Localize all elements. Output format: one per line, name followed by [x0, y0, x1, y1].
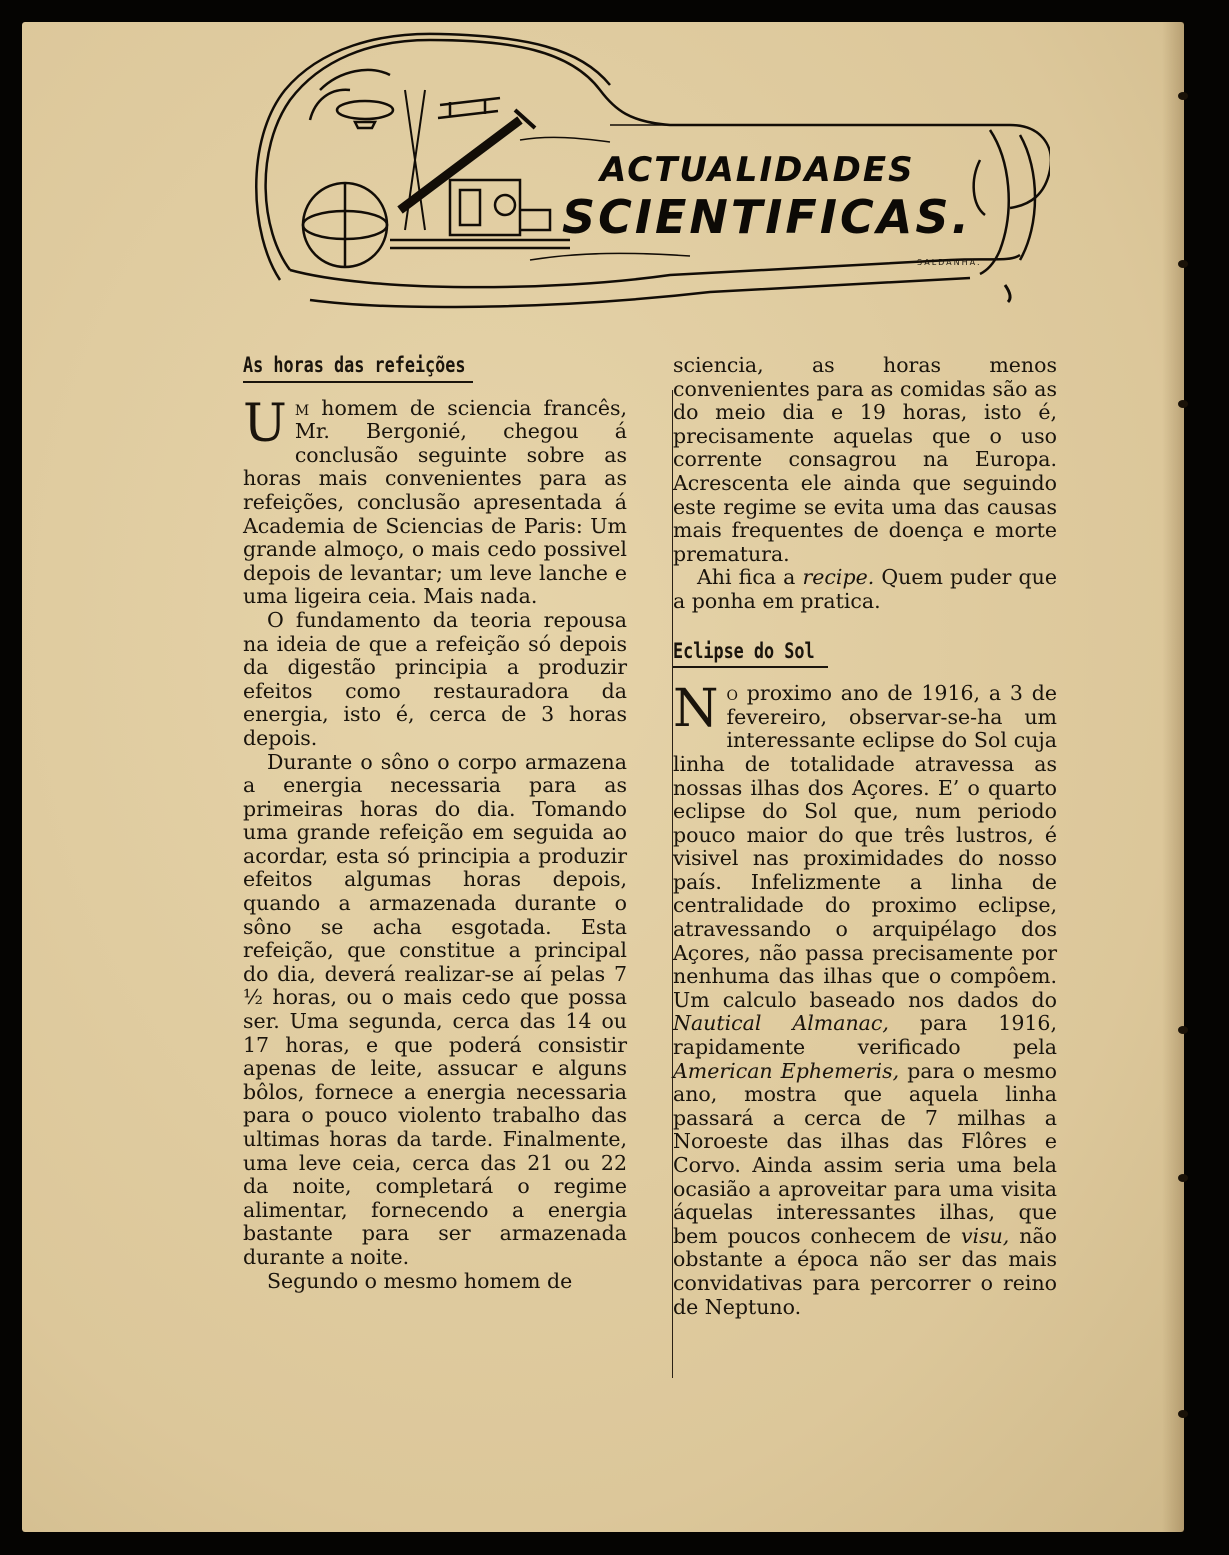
drop-cap-continuation: o	[726, 681, 738, 706]
heading-underline	[243, 381, 473, 383]
paragraph: Durante o sôno o corpo armazena a energia necessaria para as primeiras horas do dia. Tomando uma grande refeição em seguida ao acordar, esta só principia a produzir efeitos algumas horas depois, quando a armazenada durante o sôno se acha esgotada. Esta refeição, que constitue a principal do dia, deverá realizar-se aí pelas 7 ½ horas, ou o mais cedo que possa ser. Uma segunda, cerca das 14 ou 17 horas, e que poderá consistir apenas de leite, assucar e alguns bôlos, fornece a energia necessaria para o pouco violento trabalho das ultimas horas da tarde. Finalmente, uma leve ceia, cerca das 21 ou 22 da noite, completará o regime alimentar, fornecendo a energia bastante para ser armazenada durante a noite.	[243, 749, 627, 1269]
paragraph-text: não obstante a época não ser das mais convidativas para percorrer o reino de Neptuno.	[673, 1223, 1057, 1319]
paragraph-text: para 1916, rapidamente verificado pela	[673, 1011, 1057, 1060]
banner-title-line1: ACTUALIDADES	[600, 150, 915, 190]
binding-hole	[1178, 92, 1188, 100]
binding-hole	[1178, 1174, 1188, 1182]
binding-hole	[1178, 400, 1188, 408]
banner-title-line2: SCIENTIFICAS.	[562, 190, 972, 244]
paragraph	[243, 393, 627, 609]
drop-cap-continuation: m	[294, 395, 310, 420]
binding-hole	[1178, 1026, 1188, 1034]
binding-hole	[1178, 260, 1188, 268]
italic-text: Nautical Almanac,	[673, 1011, 889, 1036]
binding-hole	[1178, 1410, 1188, 1418]
paragraph-text: proximo ano de 1916, a 3 de fevereiro, observar-se-ha um interessante eclipse do Sol cuja linha de totalidade atravessa as nossas ilhas dos Açores. E’ o quarto eclipse do Sol que, num periodo pouco maior do que três lustros, é visivel nas proximidades do nosso país. Infelizmente a linha de centralidade do proximo eclipse, atravessando o arquipélago dos Açores, não passa precisamente por nenhuma das ilhas que o compôem. Um calculo baseado nos dados do	[673, 681, 1057, 1012]
page-spine-shadow	[1162, 22, 1184, 1532]
paragraph-text: Ahi fica a	[697, 565, 803, 590]
left-column	[243, 354, 627, 1293]
heading-underline	[673, 666, 828, 668]
drop-cap: U	[243, 393, 287, 454]
italic-text: recipe.	[802, 565, 875, 590]
illustrator-signature: SALDANHA.	[917, 258, 982, 267]
drop-cap: N	[673, 679, 719, 740]
paragraph	[673, 679, 1057, 1319]
italic-text: American Ephemeris,	[673, 1058, 900, 1083]
paragraph: O fundamento da teoria repousa na ideia de que a refeição só depois da digestão principia a produzir efeitos como restauradora da energia, isto é, cerca de 3 horas depois.	[243, 607, 627, 750]
paragraph	[673, 566, 1057, 613]
paragraph-text: para o mesmo ano, mostra que aquela linha passará a cerca de 7 milhas a Noroeste das ilhas das Flôres e Corvo. Ainda assim seria uma bela ocasião a aproveitar para uma visita áquelas interessantes ilhas, que bem poucos conhecem de	[673, 1058, 1057, 1248]
article-heading-meals: As horas das refeições	[243, 353, 466, 377]
spacer	[673, 614, 1057, 640]
paragraph: sciencia, as horas menos convenientes para as comidas são as do meio dia e 19 horas, isto é, precisamente aquelas que o uso corrente consagrou na Europa. Acrescenta ele ainda que seguindo este regime se evita uma das causas mais frequentes de doença e morte prematura.	[673, 353, 1057, 566]
article-heading-eclipse: Eclipse do Sol	[673, 638, 815, 663]
paragraph-text: homem de sciencia francês, Mr. Bergonié, chegou á conclusão seguinte sobre as horas mais convenientes para as refeições, conclusão apresentada á Academia de Sciencias de Paris: Um grande almoço, o mais cedo possivel depois de levantar; um leve lanche e uma ligeira ceia. Mais nada.	[243, 395, 627, 609]
italic-text: visu,	[960, 1223, 1010, 1248]
right-column	[673, 354, 1057, 1319]
paragraph-text: Quem puder que a ponha em pratica.	[673, 565, 1057, 613]
paragraph: Segundo o mesmo homem de	[267, 1268, 573, 1293]
